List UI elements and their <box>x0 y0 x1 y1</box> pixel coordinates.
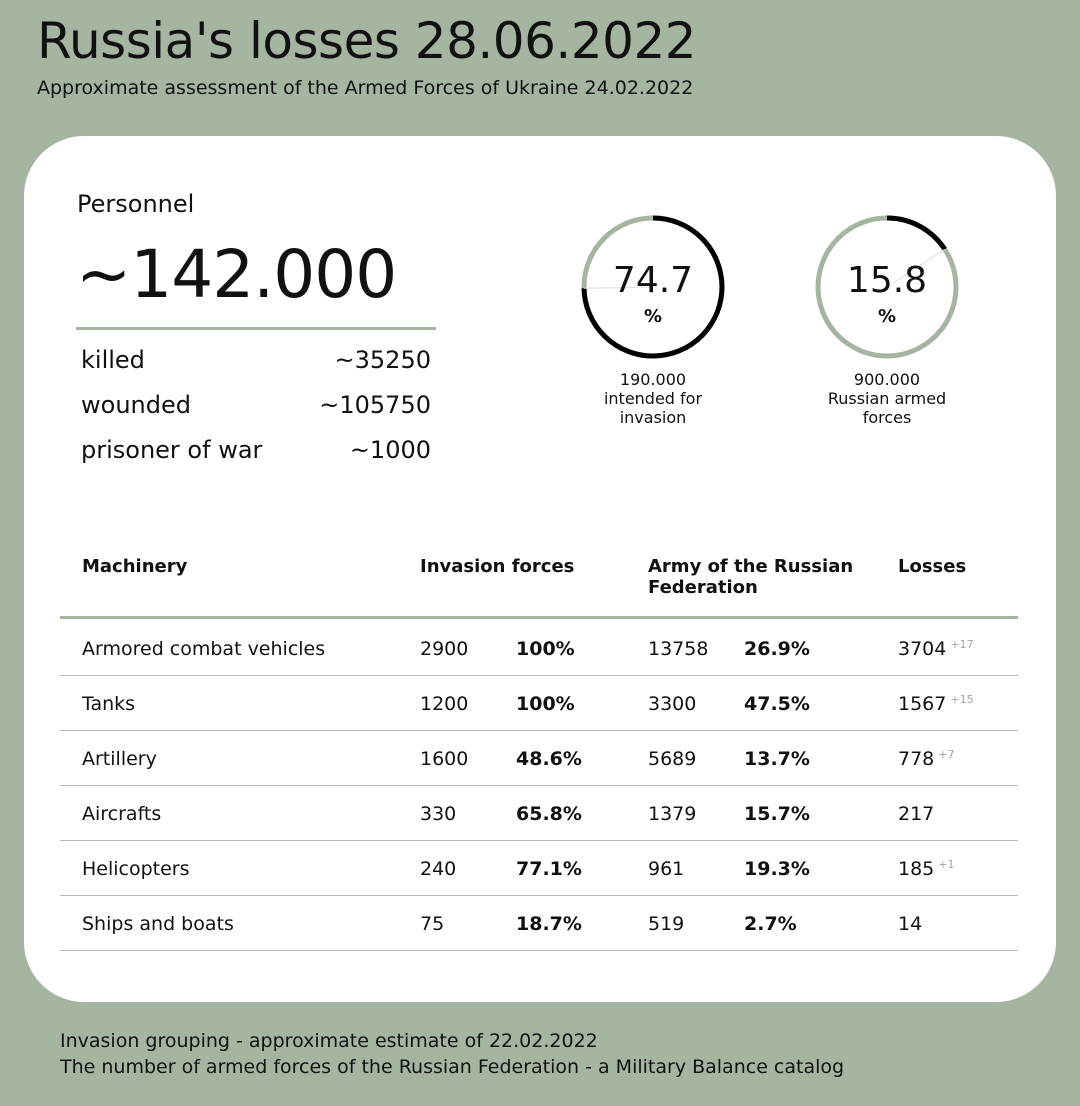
cell-army-count-text: 961 <box>648 858 685 880</box>
cell-invasion-percent-text: 100% <box>516 638 575 660</box>
cell-invasion-count-text: 1200 <box>420 693 469 715</box>
cell-losses-delta: +15 <box>950 693 974 706</box>
cell-machinery <box>82 748 157 770</box>
cell-army-count <box>648 693 696 715</box>
cell-losses-text: 3704 <box>898 638 947 660</box>
col-header-machinery: Machinery <box>82 556 188 577</box>
personnel-row-label: prisoner of war <box>81 436 263 464</box>
personnel-total: ~142.000 <box>76 236 397 313</box>
ring-armed-forces <box>812 212 962 362</box>
cell-invasion-percent <box>516 693 575 715</box>
cell-machinery-text: Aircrafts <box>82 803 162 825</box>
footnote-invasion: Invasion grouping - approximate estimate of 22.02.2022 <box>60 1030 598 1052</box>
cell-army-count <box>648 748 696 770</box>
cell-invasion-count <box>420 858 456 880</box>
cell-machinery <box>82 638 325 660</box>
cell-invasion-count-text: 75 <box>420 913 445 935</box>
table-row <box>60 675 1018 731</box>
cell-army-count <box>648 858 684 880</box>
ring-unit: % <box>643 306 663 327</box>
cell-army-percent <box>744 858 810 880</box>
table-row <box>60 620 1018 676</box>
cell-invasion-percent <box>516 803 582 825</box>
cell-losses <box>898 693 974 715</box>
cell-invasion-percent <box>516 748 582 770</box>
cell-army-percent <box>744 748 810 770</box>
cell-invasion-percent-text: 18.7% <box>516 913 582 935</box>
cell-army-percent-text: 26.9% <box>744 638 810 660</box>
cell-invasion-count-text: 330 <box>420 803 457 825</box>
cell-invasion-count <box>420 748 468 770</box>
cell-machinery-text: Helicopters <box>82 858 190 880</box>
cell-army-count <box>648 803 696 825</box>
cell-army-percent-text: 2.7% <box>744 913 797 935</box>
cell-losses-delta: +17 <box>950 638 974 651</box>
cell-losses-text: 185 <box>898 858 935 880</box>
cell-invasion-count-text: 1600 <box>420 748 469 770</box>
ring-caption-line: 190.000 <box>619 370 687 389</box>
col-header-losses: Losses <box>898 556 967 577</box>
ring-caption-line: invasion <box>619 408 687 427</box>
cell-army-count <box>648 638 708 660</box>
cell-invasion-count-text: 240 <box>420 858 457 880</box>
table-row <box>60 785 1018 841</box>
personnel-row-value: ~105750 <box>319 391 431 419</box>
personnel-row-value: ~1000 <box>349 436 431 464</box>
page-subtitle: Approximate assessment of the Armed Forces of Ukraine 24.02.2022 <box>37 77 694 99</box>
cell-losses <box>898 913 922 935</box>
personnel-row-wounded <box>81 391 431 425</box>
cell-losses-text: 1567 <box>898 693 947 715</box>
cell-army-count-text: 5689 <box>648 748 697 770</box>
page-title: Russia's losses 28.06.2022 <box>37 12 697 70</box>
cell-army-count <box>648 913 684 935</box>
cell-army-count-text: 519 <box>648 913 685 935</box>
col-header-army: Army of the Russian Federation <box>648 556 854 598</box>
cell-losses-text: 14 <box>898 913 923 935</box>
personnel-label: Personnel <box>77 190 195 218</box>
personnel-row-killed <box>81 346 431 380</box>
cell-invasion-percent <box>516 858 582 880</box>
ring-caption-line: Russian armed <box>827 389 947 408</box>
table-header-divider <box>60 616 1018 619</box>
cell-army-percent <box>744 693 810 715</box>
cell-losses <box>898 638 974 660</box>
cell-machinery <box>82 858 190 880</box>
cell-army-percent-text: 13.7% <box>744 748 810 770</box>
cell-invasion-percent-text: 65.8% <box>516 803 582 825</box>
cell-invasion-percent-text: 48.6% <box>516 748 582 770</box>
cell-machinery-text: Ships and boats <box>82 913 234 935</box>
cell-army-count-text: 3300 <box>648 693 697 715</box>
cell-army-percent <box>744 803 810 825</box>
cell-invasion-count <box>420 693 468 715</box>
personnel-row-label: wounded <box>81 391 191 419</box>
ring-value: 74.7 <box>612 260 694 301</box>
personnel-divider <box>76 327 436 330</box>
cell-machinery <box>82 913 234 935</box>
cell-invasion-percent-text: 77.1% <box>516 858 582 880</box>
cell-invasion-percent-text: 100% <box>516 693 575 715</box>
cell-invasion-count <box>420 803 456 825</box>
cell-army-count-text: 13758 <box>648 638 709 660</box>
cell-invasion-count <box>420 913 444 935</box>
cell-losses <box>898 803 934 825</box>
table-row <box>60 895 1018 951</box>
ring-unit: % <box>877 306 897 327</box>
cell-army-percent <box>744 913 797 935</box>
cell-army-percent-text: 47.5% <box>744 693 810 715</box>
personnel-row-label: killed <box>81 346 145 374</box>
table-row <box>60 840 1018 896</box>
cell-invasion-count-text: 2900 <box>420 638 469 660</box>
cell-losses-delta: +7 <box>938 748 955 761</box>
personnel-row-pow <box>81 436 431 470</box>
ring-progress-arc <box>887 218 945 249</box>
ring-invasion-caption <box>568 370 738 427</box>
cell-army-percent-text: 15.7% <box>744 803 810 825</box>
cell-losses-text: 217 <box>898 803 935 825</box>
ring-caption-line: forces <box>862 408 912 427</box>
table-row <box>60 730 1018 786</box>
cell-losses-delta: +1 <box>938 858 955 871</box>
col-header-invasion: Invasion forces <box>420 556 575 577</box>
cell-machinery-text: Tanks <box>82 693 136 715</box>
cell-army-count-text: 1379 <box>648 803 697 825</box>
cell-machinery <box>82 693 135 715</box>
cell-invasion-count <box>420 638 468 660</box>
cell-machinery-text: Artillery <box>82 748 157 770</box>
cell-invasion-percent <box>516 913 582 935</box>
losses-card <box>24 136 1056 1002</box>
cell-army-percent <box>744 638 810 660</box>
cell-losses-text: 778 <box>898 748 935 770</box>
personnel-row-value: ~35250 <box>334 346 431 374</box>
cell-losses <box>898 858 954 880</box>
ring-invasion <box>578 212 728 362</box>
ring-value: 15.8 <box>846 260 928 301</box>
cell-invasion-percent <box>516 638 575 660</box>
cell-losses <box>898 748 954 770</box>
cell-army-percent-text: 19.3% <box>744 858 810 880</box>
ring-caption-line: 900.000 <box>853 370 921 389</box>
cell-machinery <box>82 803 161 825</box>
ring-caption-line: intended for <box>603 389 703 408</box>
footnote-military-balance: The number of armed forces of the Russian Federation - a Military Balance catalog <box>60 1056 845 1078</box>
cell-machinery-text: Armored combat vehicles <box>82 638 326 660</box>
ring-armed-forces-caption <box>802 370 972 427</box>
